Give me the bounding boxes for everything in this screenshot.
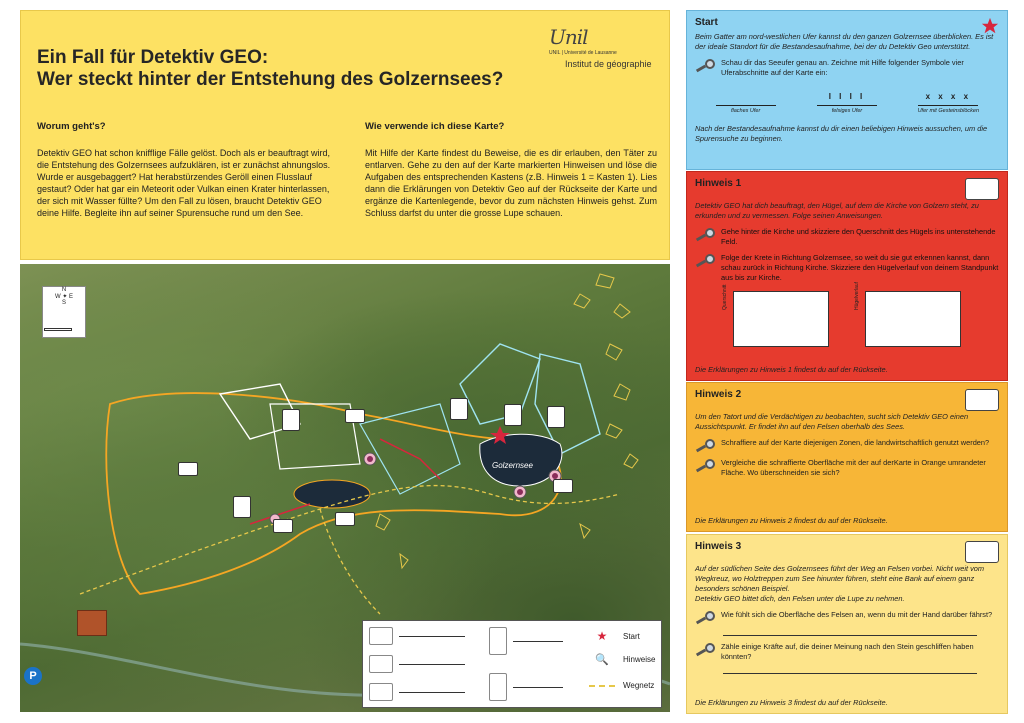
shore-symbols	[687, 78, 1007, 114]
usage-heading: Wie verwende ich diese Karte?	[365, 121, 505, 132]
unil-signature: Unil	[549, 25, 588, 49]
start-intro: Beim Gatter am nord-westlichen Ufer kannst du den ganzen Golzernsee überblicken. Es ist der ideale Standort für die Bestandesaufnahme, bei der du Detektiv Geo unterstützt.	[695, 32, 994, 51]
hint-2-task-2-text: Vergleiche die schraffierte Oberfläche mit der auf derKarte in Orange umrandeter Fläche. Wo überschneiden sie sich?	[721, 458, 986, 477]
legend-blank-line[interactable]	[513, 687, 563, 688]
symbol-mark: x x x x	[925, 92, 972, 101]
unil-logo	[549, 25, 669, 69]
compass-cross-icon: ✦	[62, 294, 70, 300]
magnifier-icon	[695, 610, 717, 624]
page-title	[37, 47, 503, 91]
hint-1-task-1	[687, 221, 1007, 247]
compass-w: W	[54, 294, 61, 300]
legend-start	[589, 629, 640, 643]
pictogram-glacier-icon[interactable]	[450, 398, 468, 420]
hint-card-icon[interactable]	[553, 479, 573, 493]
aerial-map[interactable]	[20, 264, 670, 712]
compass-we	[43, 293, 85, 300]
legend-blank-line[interactable]	[513, 641, 563, 642]
scale-label: 250 m	[55, 332, 72, 338]
symbol-caption: Ufer mit Gesteinsblöcken	[917, 108, 980, 114]
legend-symbol-pink-rock-icon	[369, 655, 393, 673]
hint-2-title: Hinweis 2	[695, 389, 742, 400]
hint-3-intro-2: Detektiv GEO bittet dich, den Felsen unter die Lupe zu nehmen.	[695, 594, 905, 603]
hint-1-task-2	[687, 247, 1007, 283]
compass-s: S	[61, 300, 66, 306]
compass-n: N	[61, 287, 67, 293]
scale-bar	[44, 328, 72, 338]
usage-text: Mit Hilfe der Karte findest du Beweise, die es dir erlauben, den Täter zu entlarven. Gehe zu den auf der Karte markierten Hinweisen und löse die Aufgaben des entsprechenden Kastens (z.B. Hinweis 1 = Kasten 1). Lies dann die Erklärungen von Detektiv Geo auf der Rückseite der Karte und ergänze die Kartenlegende, bevor du zum nächsten Hinweis gehst. Zum Schluss darfst du unter die grosse Lupe schauen.	[365, 148, 657, 218]
start-task-row	[687, 52, 1007, 78]
legend-symbol-hiker-icon	[489, 673, 507, 701]
hint-3-slope-icon	[965, 541, 999, 563]
intro-column	[37, 121, 337, 219]
pictogram-glacier-icon[interactable]	[547, 406, 565, 428]
cable-car-icon[interactable]	[77, 610, 107, 636]
legend-symbol-glacier-icon	[489, 627, 507, 655]
legend-blank-line[interactable]	[399, 636, 465, 637]
hint-2-task-1	[687, 432, 1007, 452]
hint-marker-2	[514, 486, 526, 498]
pictogram-glacier-icon[interactable]	[233, 496, 251, 518]
symbol-boulder-shore	[908, 92, 988, 114]
hint-marker-1	[364, 453, 376, 465]
start-task-text: Schau dir das Seeufer genau an. Zeichne mit Hilfe folgender Symbole vier Uferabschnitte auf der Karte ein:	[721, 58, 964, 77]
intro-text: Detektiv GEO hat schon knifflige Fälle gelöst. Doch als er beauftragt wird, die Entstehung des Golzernsees aufzuklären, ist er zunächst ahnungslos. Wurde er ausgebaggert? Hat herabstürzendes Geröll einen Flusslauf gestaut? Oder hat gar ein Meteorit oder Vulkan einen Krater hinterlassen, der sich mit Wasser füllte? Um den Fall zu lösen, braucht Detektiv GEO deine Hilfe. Begleite ihn auf seiner Spurensuche rund um den See.	[37, 148, 331, 218]
legend-magnifier-icon: 🔍	[595, 654, 609, 666]
red-path-1	[380, 439, 440, 479]
title-line-1: Ein Fall für Detektiv GEO:	[37, 47, 269, 68]
symbol-caption: felsiges Ufer	[831, 108, 863, 114]
symbol-flat-shore	[706, 92, 786, 114]
pictogram-glacier-icon[interactable]	[504, 404, 522, 426]
cyan-zone-1	[460, 344, 540, 424]
hint-card-icon[interactable]	[178, 462, 198, 476]
hint-2-task-2	[687, 452, 1007, 478]
hint-1-footer: Die Erklärungen zu Hinweis 1 findest du auf der Rückseite.	[695, 365, 888, 374]
usage-column	[365, 121, 657, 219]
hint-card-icon[interactable]	[273, 519, 293, 533]
legend-hinweise-label: Hinweise	[623, 655, 656, 664]
hint-3-task-1-text: Wie fühlt sich die Oberfläche des Felsen an, wenn du mit der Hand darüber fährst?	[721, 610, 993, 619]
symbol-mark: I I I I	[828, 92, 866, 101]
hint-card-icon[interactable]	[335, 512, 355, 526]
header-panel	[20, 10, 670, 260]
hint-1-task-1-text: Gehe hinter die Kirche und skizziere den Querschnitt des Hügels ins untenstehende Feld.	[721, 227, 996, 246]
start-star-icon	[981, 17, 999, 35]
legend-blank-line[interactable]	[399, 664, 465, 665]
magnifier-icon	[695, 253, 717, 267]
legend-wegnetz-label: Wegnetz	[623, 681, 655, 690]
legend-row-3	[369, 683, 465, 701]
magnifier-icon	[695, 642, 717, 656]
scale-bar-graphic	[44, 328, 72, 331]
hint-2-card	[686, 382, 1008, 532]
magnifier-icon	[695, 58, 717, 72]
map-legend	[362, 620, 662, 708]
legend-start-label: Start	[623, 631, 640, 641]
hint-1-task-2-text: Folge der Krete in Richtung Golzernsee, so weit du sie gut erkennen kannst, dann schau zurück in Richtung Kirche. Skizziere den Hügelverlauf von deinem Standpunkt aus bis zur Kirche.	[721, 253, 999, 282]
hint-1-intro: Detektiv GEO hat dich beauftragt, den Hügel, auf dem die Kirche von Golzern steht, zu erkunden und zu vermessen. Folge seinen Anweisungen.	[695, 201, 979, 220]
start-card	[686, 10, 1008, 170]
symbol-caption: flaches Ufer	[730, 108, 761, 114]
answer-line-2[interactable]	[723, 666, 977, 674]
legend-wegnetz	[589, 681, 654, 690]
parking-icon[interactable]: P	[24, 667, 42, 685]
symbol-line	[918, 105, 978, 106]
hint-card-icon[interactable]	[345, 409, 365, 423]
hint-2-footer: Die Erklärungen zu Hinweis 2 findest du auf der Rückseite.	[695, 516, 888, 525]
legend-row-1	[369, 627, 465, 645]
hint-1-rock-icon	[965, 178, 999, 200]
institute-name: Institut de géographie	[565, 59, 652, 69]
answer-line-1[interactable]	[723, 628, 977, 636]
hint-2-task-1-text: Schraffiere auf der Karte diejenigen Zonen, die landwirtschaftlich genutzt werden?	[721, 438, 990, 447]
sketch-box-label: Hügelverlauf	[854, 281, 860, 310]
magnifier-icon	[695, 227, 717, 241]
magnifier-icon	[695, 438, 717, 452]
magnifier-icon	[695, 458, 717, 472]
legend-star-icon: ★	[596, 629, 608, 643]
unil-university-line: UNIL | Université de Lausanne	[549, 50, 617, 56]
compass-e: E	[69, 294, 74, 300]
symbol-line	[716, 105, 776, 106]
scale-zero: 0	[44, 332, 48, 338]
hint-1-title: Hinweis 1	[695, 178, 742, 189]
intro-heading: Worum geht's?	[37, 121, 106, 132]
start-title: Start	[695, 17, 718, 28]
legend-row-4	[489, 627, 563, 655]
sketch-box-hill-profile[interactable]	[854, 281, 961, 347]
hint-3-footer: Die Erklärungen zu Hinweis 3 findest du auf der Rückseite.	[695, 698, 888, 707]
sketch-box-label: Querschnitt	[722, 284, 728, 310]
hint-3-card	[686, 534, 1008, 714]
legend-path-icon	[589, 685, 615, 687]
legend-hinweise	[589, 653, 655, 666]
legend-row-5	[489, 673, 563, 701]
hint-1-card	[686, 171, 1008, 381]
title-line-2: Wer steckt hinter der Entstehung des Golzernsees?	[37, 69, 504, 90]
hint-3-task-1	[687, 604, 1007, 624]
legend-blank-line[interactable]	[399, 692, 465, 693]
symbol-rocky-shore	[807, 92, 887, 114]
hint-3-title: Hinweis 3	[695, 541, 742, 552]
small-lake	[294, 480, 370, 508]
start-outro: Nach der Bestandesaufnahme kannst du dir einen beliebigen Hinweis aussuchen, um die Spurensuche zu beginnen.	[695, 124, 988, 143]
hint-3-task-2-text: Zähle einige Kräfte auf, die deiner Meinung nach den Stein geschliffen haben könnten?	[721, 642, 974, 661]
pictogram-glacier-icon[interactable]	[282, 409, 300, 431]
legend-symbol-slope-icon	[369, 683, 393, 701]
legend-row-2	[369, 655, 465, 673]
sketch-boxes	[687, 283, 1007, 347]
golzernsee-label: Golzernsee	[492, 461, 533, 470]
hint-2-rock-icon	[965, 389, 999, 411]
sketch-box-cross-section[interactable]	[722, 284, 829, 347]
hint-3-task-2	[687, 636, 1007, 662]
symbol-mark	[706, 92, 786, 102]
legend-symbol-rock-icon	[369, 627, 393, 645]
hint-2-intro: Um den Tatort und die Verdächtigen zu beobachten, sucht sich Detektiv GEO einen Aussichtspunkt. Er findet ihn auf den Felsen oberhalb des Sees.	[695, 412, 969, 431]
hint-3-intro: Auf der südlichen Seite des Golzernsees führt der Weg an Felsen vorbei. Nicht weit vom Wegkreuz, wo Holztreppen zum See hinunter führen, steht eine Bank auf einem ganz besonders schönen Beispiel.	[695, 564, 985, 593]
symbol-line	[817, 105, 877, 106]
